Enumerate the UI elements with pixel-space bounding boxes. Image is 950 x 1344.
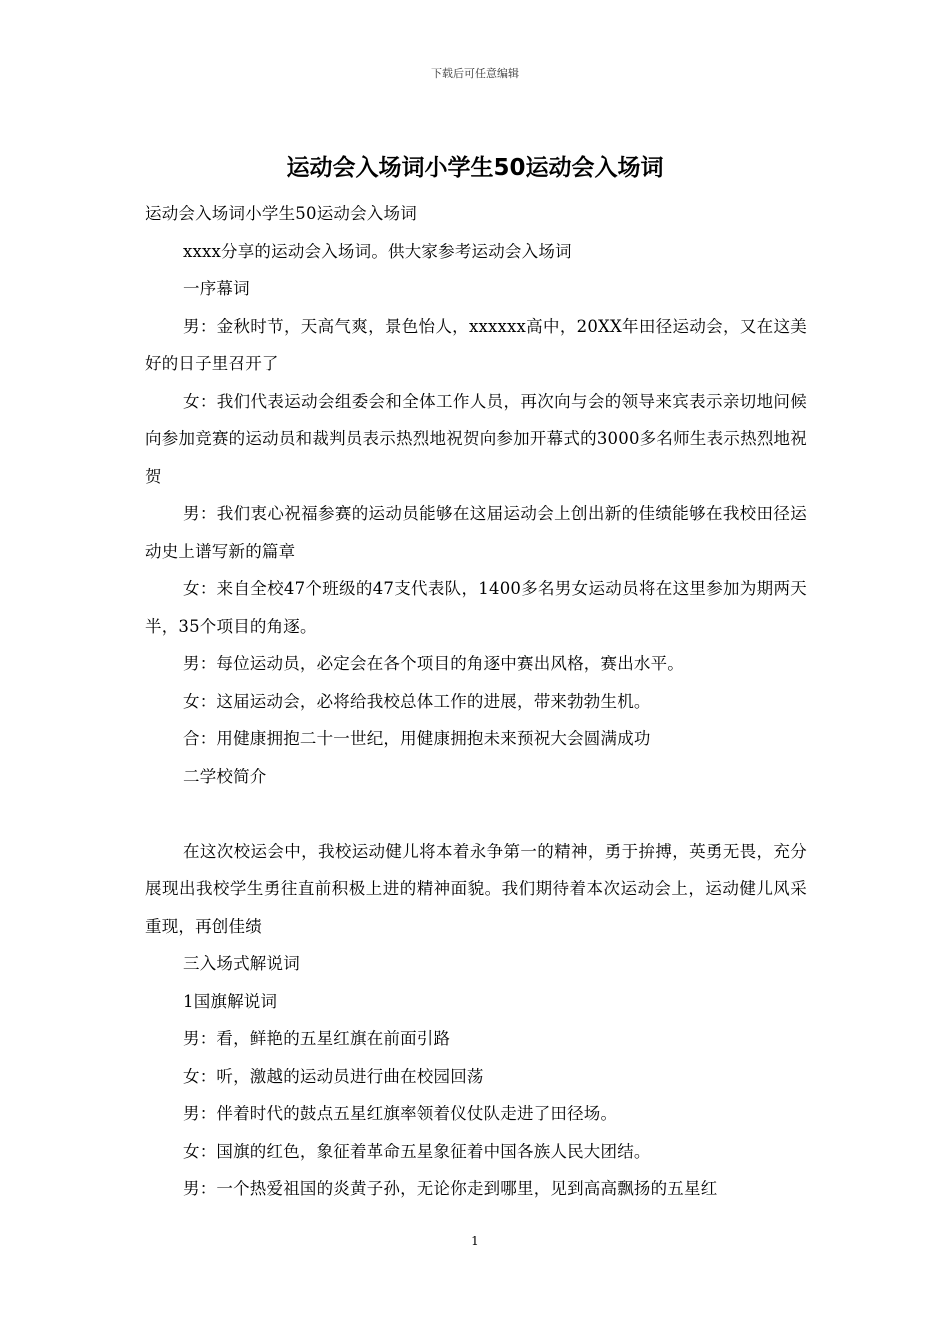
paragraph-dialogue: 女：这届运动会，必将给我校总体工作的进展，带来勃勃生机。 [183, 691, 651, 711]
paragraph-dialogue: 男：金秋时节，天高气爽，景色怡人，xxxxxx高中，20XX年田径运动会，又在这美好的日子里召开了 [145, 316, 807, 373]
page-number: 1 [471, 1234, 479, 1248]
paragraph-dialogue: 女：听，激越的运动员进行曲在校园回荡 [183, 1066, 484, 1086]
paragraph-school-intro: 在这次校运会中，我校运动健儿将本着永争第一的精神，勇于拚搏，英勇无畏，充分展现出我校学生勇往直前积极上进的精神面貌。我们期待着本次运动会上，运动健儿风采重现，再创佳绩 [145, 841, 807, 936]
paragraph-dialogue: 女：国旗的红色，象征着革命五星象征着中国各族人民大团结。 [183, 1141, 651, 1161]
document-title: 运动会入场词小学生50运动会入场词 [286, 155, 664, 181]
subsection-heading-flag: 1国旗解说词 [183, 991, 278, 1011]
paragraph-dialogue: 合：用健康拥抱二十一世纪，用健康拥抱未来预祝大会圆满成功 [183, 729, 651, 748]
paragraph-dialogue: 男：看，鲜艳的五星红旗在前面引路 [183, 1029, 451, 1048]
paragraph-dialogue: 女：来自全校47个班级的47支代表队，1400多名男女运动员将在这里参加为期两天半，35个项目的角逐。 [145, 579, 807, 636]
paragraph-dialogue: 男：伴着时代的鼓点五星红旗率领着仪仗队走进了田径场。 [183, 1104, 618, 1123]
section-heading-prologue: 一序幕词 [183, 279, 250, 298]
paragraph-intro: xxxx分享的运动会入场词。供大家参考运动会入场词 [183, 241, 572, 261]
paragraph-subtitle: 运动会入场词小学生50运动会入场词 [145, 204, 417, 223]
page-header: 下载后可任意编辑 [431, 67, 519, 80]
paragraph-dialogue: 女：我们代表运动会组委会和全体工作人员，再次向与会的领导来宾表示亲切地问候向参加竞赛的运动员和裁判员表示热烈地祝贺向参加开幕式的3000多名师生表示热烈地祝贺 [145, 391, 807, 486]
paragraph-dialogue: 男：我们衷心祝福参赛的运动员能够在这届运动会上创出新的佳绩能够在我校田径运动史上谱写新的篇章 [145, 504, 807, 561]
section-heading-entrance-commentary: 三入场式解说词 [183, 954, 300, 973]
document-body [145, 195, 807, 1208]
section-heading-school-intro: 二学校简介 [183, 766, 267, 786]
paragraph-dialogue: 男：一个热爱祖国的炎黄子孙，无论你走到哪里，见到高高飘扬的五星红 [183, 1179, 718, 1198]
paragraph-dialogue: 男：每位运动员，必定会在各个项目的角逐中赛出风格，赛出水平。 [183, 654, 684, 673]
